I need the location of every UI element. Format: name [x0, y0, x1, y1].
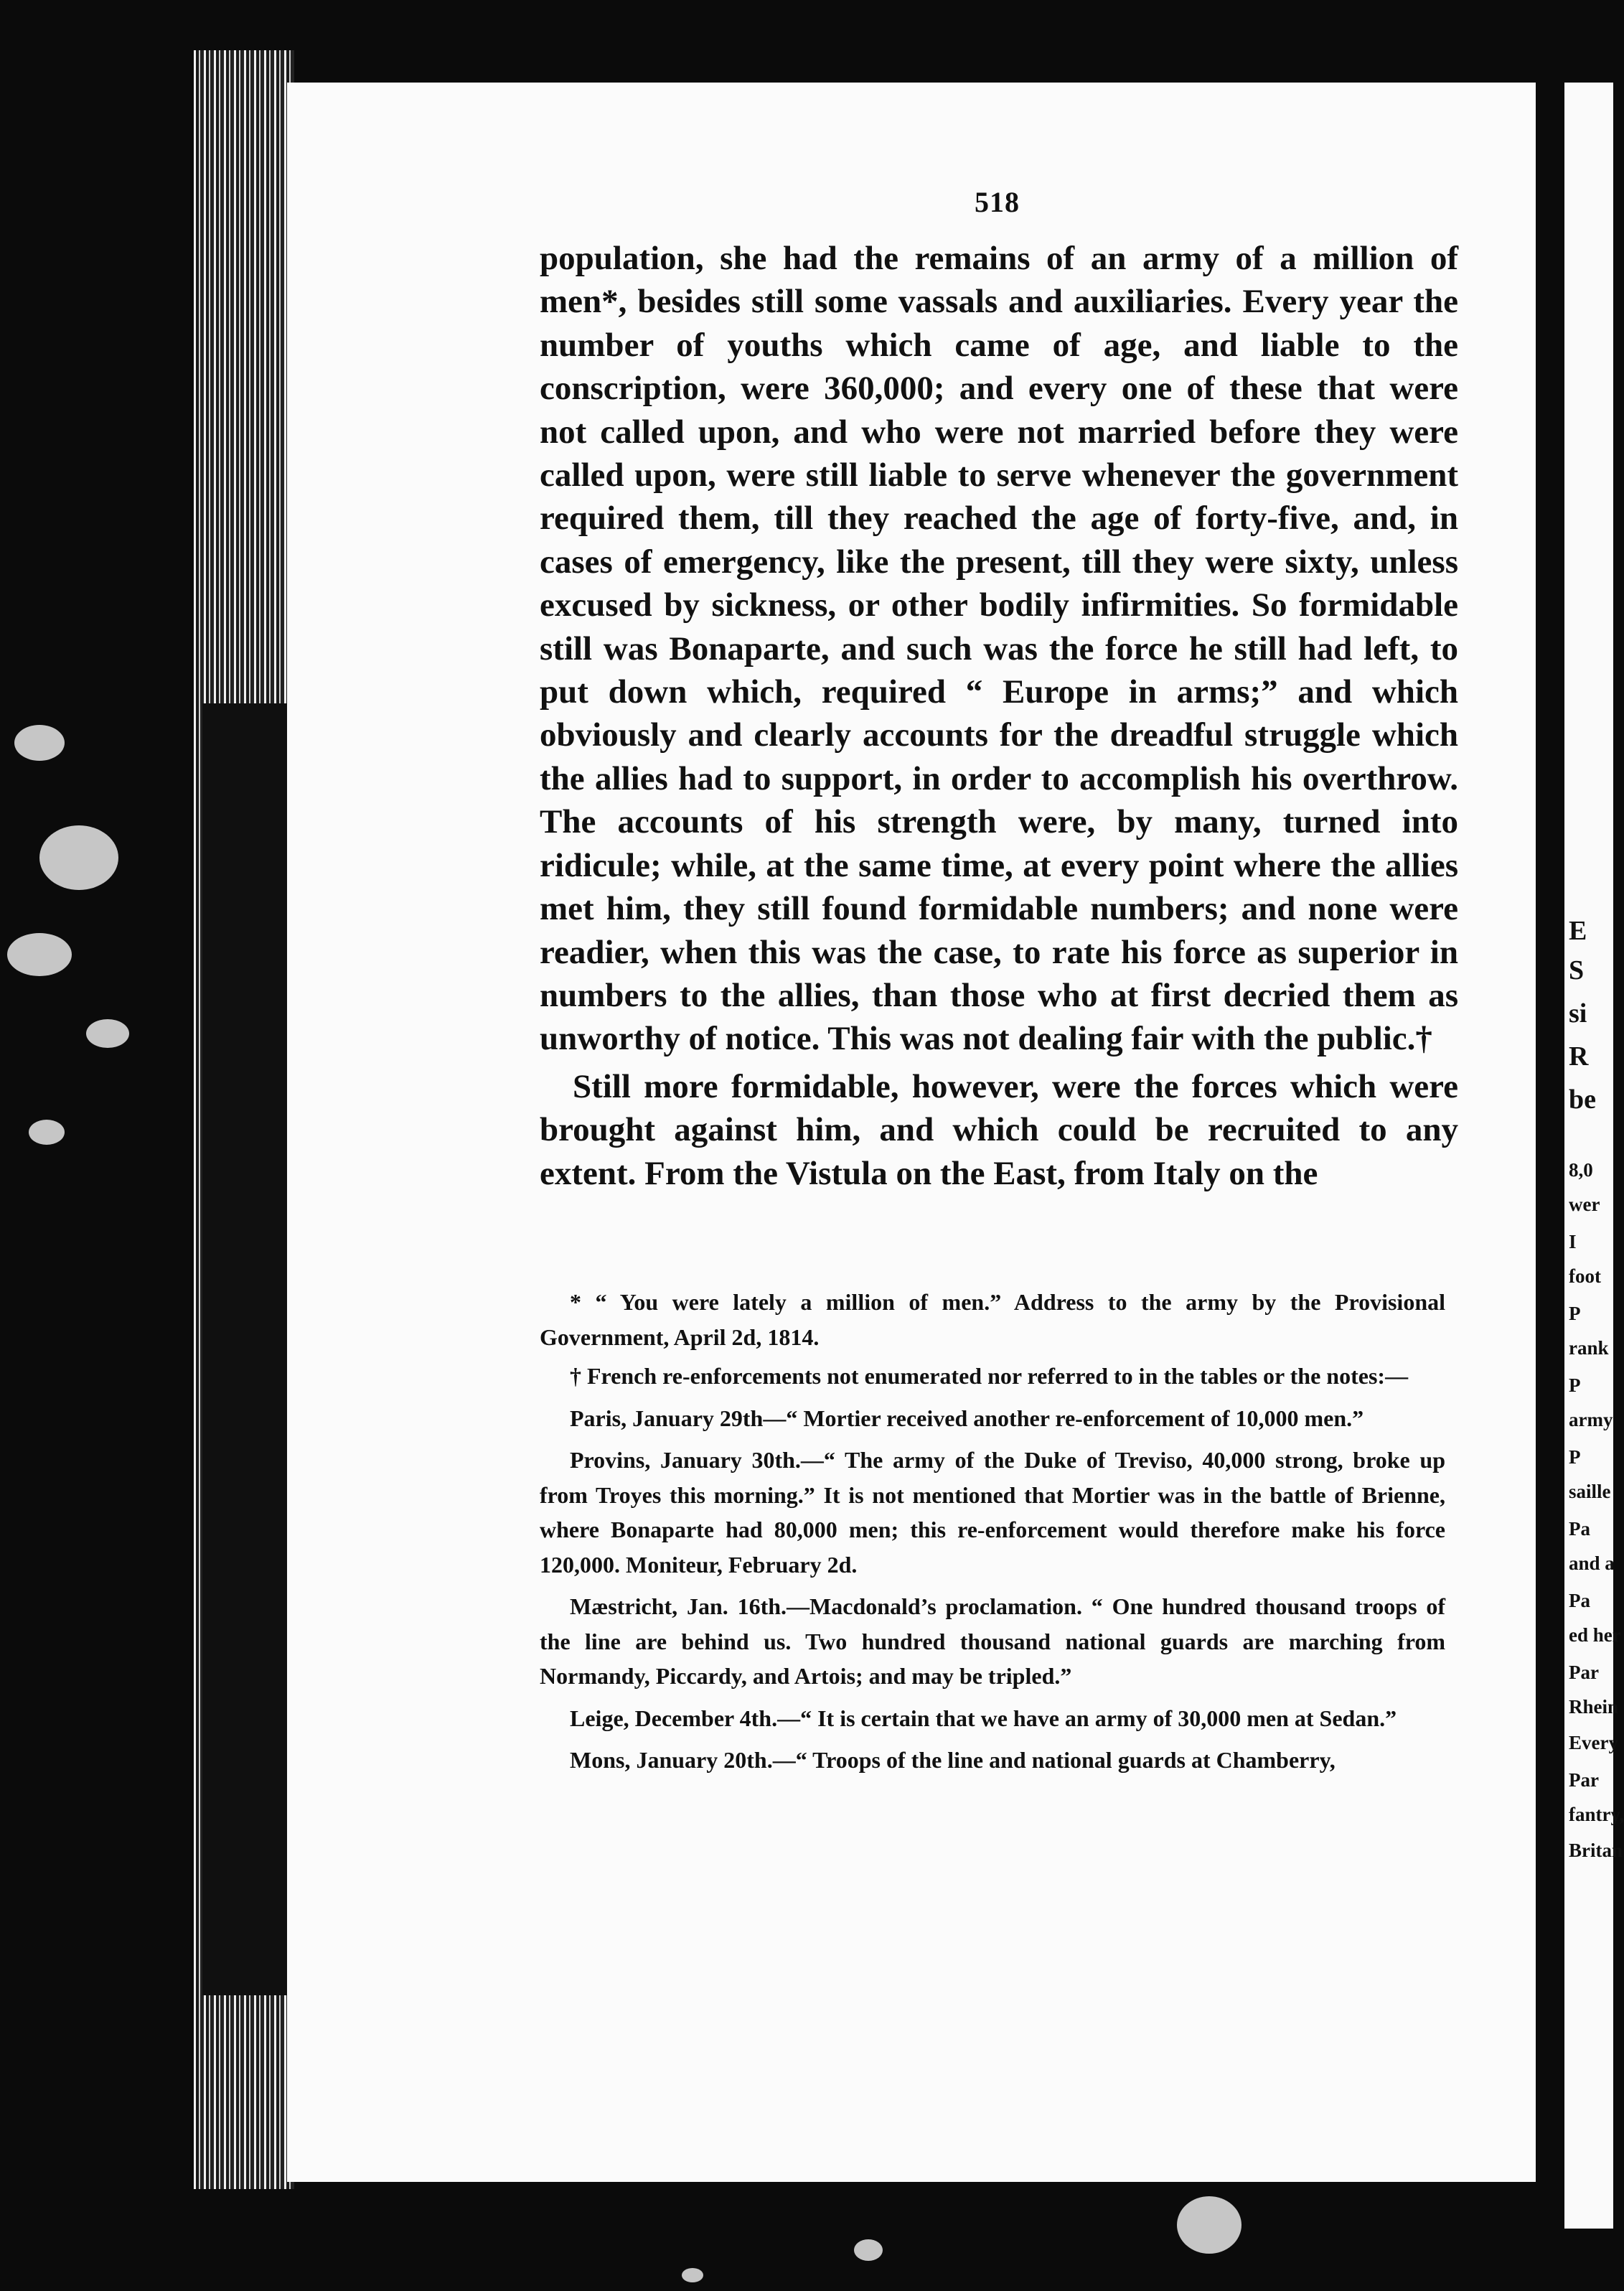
facing-fragment: R [1569, 1041, 1589, 1072]
facing-fragment: E [1569, 916, 1587, 946]
footnote-entry-provins: Provins, January 30th.—“ The army of the Duke of Treviso, 40,000 strong, broke up from Troyes this morning.” It is not mentioned that Mortier was in the battle of Brienne, where Bonaparte had 80,000 men; this re-enforcement would therefore make his force 120,000. Moniteur, February 2d. [540, 1447, 1445, 1578]
main-text [540, 237, 1458, 1195]
footnotes [540, 1285, 1445, 1778]
scan-speckle [29, 1120, 65, 1145]
facing-fragment: fantry, [1569, 1804, 1624, 1825]
scan-speckle [854, 2239, 883, 2261]
scan-speckle [7, 933, 72, 976]
body-paragraph: population, she had the remains of an army of a million of men*, besides still some vassals and auxiliaries. Every year the number of youths which came of age, and liable to the conscription, were 360,000; and every one of these that were not called upon, and who were not married before they were called upon, were still liable to serve whenever the government required them, till they reached the age of forty-five, and, in cases of emergency, like the present, till they were sixty, unless excused by sickness, or other bodily infirmities. So formidable still was Bonaparte, and such was the force he still had left, to put down which, required “ Europe in arms;” and which obviously and clearly accounts for the dreadful struggle which the allies had to support, in order to accomplish his overthrow. The accounts of his strength were, by many, turned into ridicule; while, at the same time, at every point where the allies met him, they still found formidable numbers; and none were readier, when this was the case, to rate his force as superior in numbers to the allies, than those who at first decried them as unworthy of notice. This was not dealing fair with the public.† [540, 240, 1458, 1058]
facing-fragment: Par [1569, 1662, 1599, 1683]
scan-speckle [39, 825, 118, 890]
scan-speckle [682, 2268, 703, 2282]
facing-fragment: be [1569, 1084, 1596, 1115]
scan-speckle [86, 1019, 129, 1048]
footnote-dagger: † French re-enforcements not enumerated nor referred to in the tables or the notes:— [570, 1363, 1409, 1389]
facing-fragment: wer [1569, 1194, 1600, 1215]
facing-fragment: Britan [1569, 1840, 1623, 1861]
facing-page-edge [1564, 83, 1624, 2229]
facing-fragment: Every [1569, 1732, 1618, 1753]
facing-fragment: and a [1569, 1552, 1615, 1574]
facing-fragment: P [1569, 1374, 1581, 1396]
scan-speckle [14, 725, 65, 761]
book-gutter-shadow [202, 703, 288, 1995]
footnote-entry-leige: Leige, December 4th.—“ It is certain that we have an army of 30,000 men at Sedan.” [570, 1705, 1397, 1731]
body-paragraph: Still more formidable, however, were the forces which were brought against him, and which could be recruited to any extent. From the Vistula on the East, from Italy on the [540, 1067, 1458, 1192]
facing-fragment: Rhein [1569, 1696, 1619, 1718]
facing-fragment: S [1569, 955, 1585, 985]
footnote-entry-paris: Paris, January 29th—“ Mortier received another re-enforcement of 10,000 men.” [570, 1405, 1364, 1431]
facing-fragment: Pa [1569, 1590, 1590, 1611]
facing-fragment: P [1569, 1303, 1581, 1324]
footnote-entry-mons: Mons, January 20th.—“ Troops of the line and national guards at Chamberry, [570, 1747, 1336, 1773]
facing-fragment: foot [1569, 1265, 1601, 1287]
facing-fragment: rank [1569, 1337, 1609, 1359]
footnote-star: * “ You were lately a million of men.” Address to the army by the Provisional Government, April 2d, 1814. [540, 1289, 1445, 1350]
facing-fragment: I [1569, 1231, 1577, 1252]
facing-fragment: ed her [1569, 1624, 1621, 1646]
facing-fragment: 8,0 [1569, 1159, 1593, 1181]
facing-fragment: army [1569, 1409, 1613, 1430]
scan-speckle [1177, 2196, 1242, 2254]
facing-fragment: saille [1569, 1481, 1611, 1502]
facing-fragment: si [1569, 998, 1587, 1029]
facing-fragment: P [1569, 1446, 1581, 1468]
page-number: 518 [975, 186, 1020, 218]
footnote-entry-maestricht: Mæstricht, Jan. 16th.—Macdonald’s proclamation. “ One hundred thousand troops of the line are behind us. Two hundred thousand national guards are marching from Normandy, Piccardy, and Artois; and may be tripled.” [540, 1593, 1445, 1689]
facing-fragment: Pa [1569, 1518, 1590, 1540]
facing-fragment: Par [1569, 1769, 1599, 1791]
